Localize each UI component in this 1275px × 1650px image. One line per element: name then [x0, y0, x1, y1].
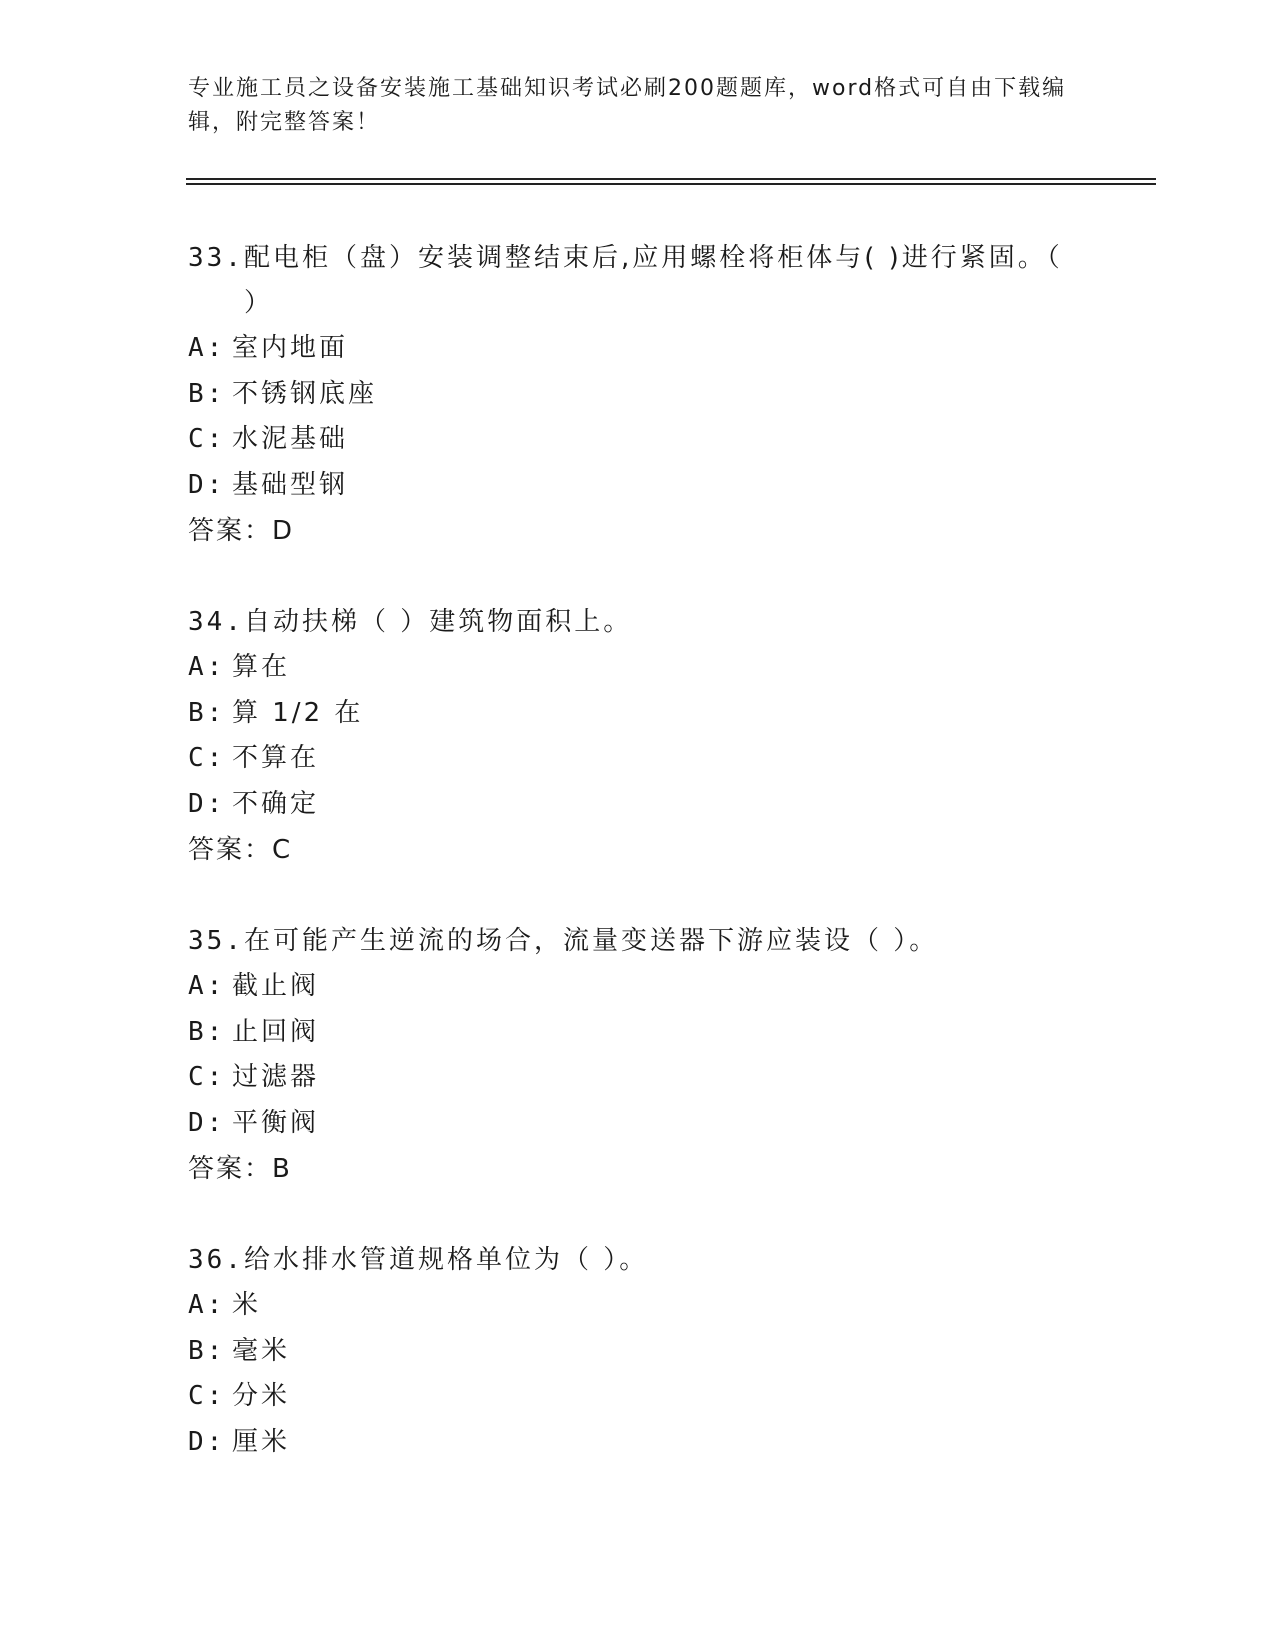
question-35	[188, 919, 1088, 1192]
option-text: 算 1/2 在	[232, 697, 364, 728]
option-d	[188, 1101, 1088, 1147]
question-text: 配电柜（盘）安装调整结束后,应用螺栓将柜体与( )进行紧固。（ ）	[243, 243, 1063, 318]
option-text: 过滤器	[232, 1062, 320, 1092]
option-c	[188, 736, 1088, 782]
answer-line: 答案：D	[188, 516, 295, 546]
option-letter: D:	[188, 1107, 226, 1138]
option-letter: C:	[188, 424, 226, 454]
option-letter: D:	[188, 469, 226, 500]
option-text: 水泥基础	[232, 424, 349, 454]
option-text: 厘米	[232, 1426, 291, 1457]
option-letter: D:	[188, 788, 226, 819]
option-letter: A:	[188, 971, 226, 1001]
question-stem	[188, 1238, 1088, 1283]
question-36	[188, 1238, 1088, 1465]
option-text: 不确定	[232, 788, 320, 819]
option-c	[188, 417, 1088, 463]
option-text: 米	[232, 1290, 262, 1320]
option-d	[188, 782, 1088, 828]
question-stem	[188, 236, 1088, 326]
option-a	[188, 326, 1088, 372]
option-letter: B:	[188, 1335, 226, 1366]
option-text: 平衡阀	[232, 1107, 320, 1138]
answer-line: 答案：C	[188, 835, 293, 865]
option-d	[188, 1420, 1088, 1466]
option-letter: B:	[188, 378, 226, 409]
question-number: 35.	[188, 926, 244, 956]
option-letter: D:	[188, 1426, 226, 1457]
option-letter: B:	[188, 697, 226, 728]
option-b	[188, 372, 1088, 418]
option-letter: C:	[188, 743, 226, 773]
option-text: 算在	[232, 652, 291, 682]
question-number: 33.	[188, 243, 244, 273]
question-list	[188, 236, 1088, 1511]
option-letter: A:	[188, 333, 226, 363]
option-text: 分米	[232, 1381, 291, 1411]
option-b	[188, 1010, 1088, 1056]
option-letter: C:	[188, 1062, 226, 1092]
option-letter: A:	[188, 652, 226, 682]
question-number: 36.	[188, 1245, 244, 1275]
header-divider-top	[186, 178, 1156, 180]
option-b	[188, 691, 1088, 737]
question-number: 34.	[188, 607, 244, 637]
option-c	[188, 1374, 1088, 1420]
option-c	[188, 1055, 1088, 1101]
option-text: 室内地面	[232, 333, 349, 363]
option-text: 毫米	[232, 1335, 291, 1366]
option-a	[188, 645, 1088, 691]
question-text: 在可能产生逆流的场合，流量变送器下游应装设（ ）。	[243, 926, 939, 956]
question-text: 自动扶梯（ ）建筑物面积上。	[243, 607, 633, 637]
option-a	[188, 964, 1088, 1010]
option-letter: B:	[188, 1016, 226, 1047]
document-header: 专业施工员之设备安装施工基础知识考试必刷200题题库，word格式可自由下载编辑，附完整答案！	[188, 76, 1067, 135]
option-text: 不算在	[232, 743, 320, 773]
question-33	[188, 236, 1088, 554]
question-stem	[188, 919, 1088, 964]
option-d	[188, 463, 1088, 509]
question-text: 给水排水管道规格单位为（ ）。	[243, 1245, 649, 1275]
option-letter: A:	[188, 1290, 226, 1320]
option-text: 不锈钢底座	[232, 378, 378, 409]
answer-line: 答案：B	[188, 1154, 292, 1184]
header-divider-bottom	[186, 183, 1156, 185]
question-34	[188, 600, 1088, 873]
option-a	[188, 1283, 1088, 1329]
option-letter: C:	[188, 1381, 226, 1411]
option-text: 基础型钢	[232, 469, 349, 500]
option-text: 止回阀	[232, 1016, 320, 1047]
question-stem	[188, 600, 1088, 645]
option-b	[188, 1329, 1088, 1375]
option-text: 截止阀	[232, 971, 320, 1001]
